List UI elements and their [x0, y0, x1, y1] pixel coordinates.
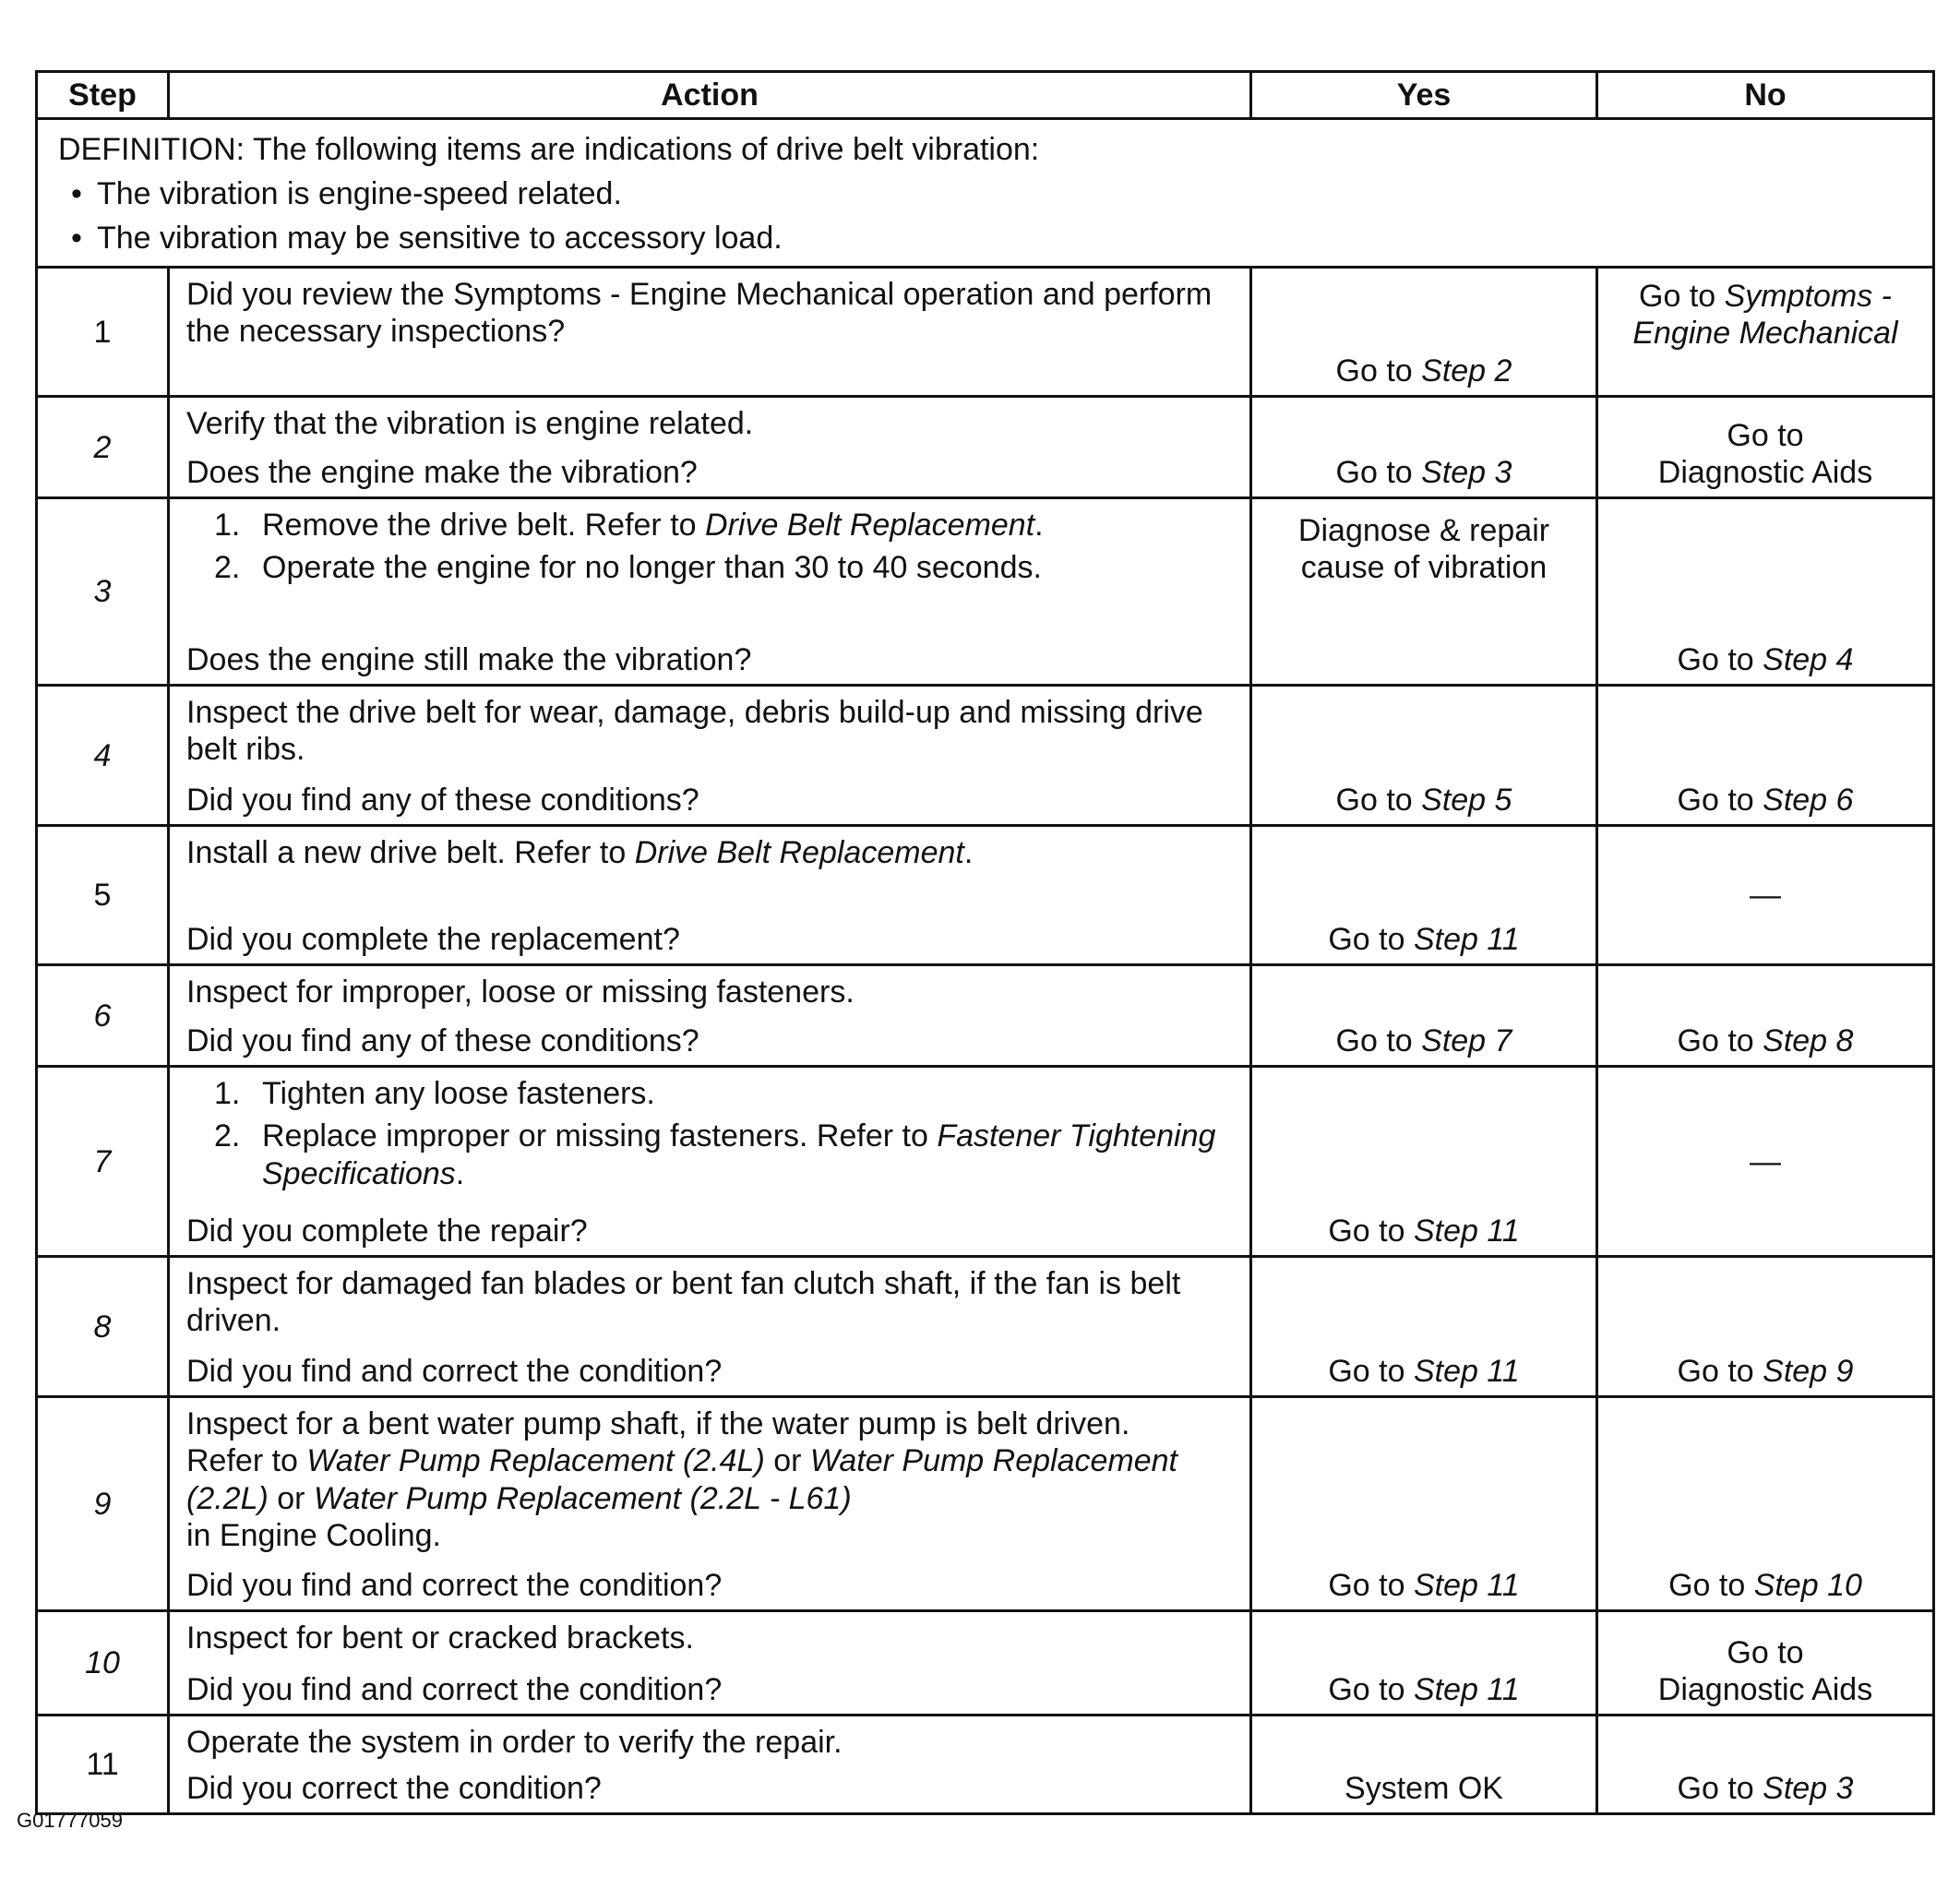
action-text: Inspect for bent or cracked brackets. — [186, 1620, 694, 1656]
table-row — [37, 268, 1934, 397]
action-line: Inspect for a bent water pump shaft, if the water pump is belt driven. — [186, 1406, 1130, 1442]
no-prefix: Go to — [1677, 642, 1763, 678]
no-ref: Step 4 — [1763, 642, 1854, 678]
drive-belt-vibration-diagnostic-table — [35, 70, 1935, 1815]
action-text: Did you review the Symptoms - Engine Mechanical operation and perform the necessary inspections? — [186, 277, 1213, 350]
no-ref: Step 3 — [1763, 1771, 1854, 1807]
no-prefix: Go to — [1668, 1568, 1754, 1604]
step-number: 9 — [37, 1397, 169, 1611]
table-row — [37, 1257, 1934, 1397]
reference-link[interactable]: Fastener Tightening Specifications — [262, 1118, 1216, 1191]
no-link[interactable] — [1607, 641, 1923, 678]
no-link[interactable] — [1607, 782, 1923, 819]
yes-prefix: Go to — [1328, 1214, 1414, 1249]
step-number: 4 — [37, 686, 169, 826]
step-number: 7 — [37, 1067, 169, 1257]
no-cell — [1597, 1067, 1934, 1257]
action-text — [186, 834, 1233, 871]
no-cell — [1597, 498, 1934, 686]
action-connector: or — [268, 1480, 314, 1516]
table-row — [37, 1397, 1934, 1611]
reference-link[interactable]: Water Pump Replacement (2.2L) — [186, 1443, 1177, 1516]
yes-cell — [1251, 686, 1597, 826]
step-number: 3 — [37, 498, 169, 686]
yes-prefix: Go to — [1328, 1354, 1414, 1390]
header-yes: Yes — [1251, 72, 1597, 119]
definition-bullet-text: The vibration may be sensitive to accessory load. — [97, 221, 783, 257]
yes-ref: Step 11 — [1413, 1568, 1520, 1604]
yes-ref: Step 5 — [1421, 783, 1512, 819]
yes-text — [1261, 512, 1586, 586]
yes-cell — [1251, 1611, 1597, 1716]
no-link[interactable] — [1607, 1353, 1923, 1390]
question-text: Did you complete the replacement? — [186, 922, 680, 958]
action-cell — [169, 1067, 1251, 1257]
list-text: Operate the engine for no longer than 30 to 40 seconds. — [262, 550, 1042, 586]
action-cell — [169, 1611, 1251, 1716]
no-cell — [1597, 686, 1934, 826]
yes-cell — [1251, 1067, 1597, 1257]
list-number: 1. — [214, 508, 241, 544]
no-cell — [1597, 268, 1934, 397]
question-text: Did you find any of these conditions? — [186, 783, 699, 819]
header-no: No — [1597, 72, 1934, 119]
action-line: in Engine Cooling. — [186, 1517, 441, 1553]
yes-prefix: Go to — [1328, 1568, 1414, 1604]
table-row — [37, 397, 1934, 498]
action-text: Inspect for damaged fan blades or bent fan clutch shaft, if the fan is belt driven. — [186, 1266, 1181, 1339]
action-cell — [169, 686, 1251, 826]
no-prefix: Go to — [1677, 1023, 1763, 1059]
action-cell — [169, 498, 1251, 686]
reference-link[interactable]: Water Pump Replacement (2.2L - L61) — [313, 1480, 852, 1516]
yes-prefix: Go to — [1335, 353, 1422, 389]
yes-prefix: Go to — [1328, 922, 1414, 958]
no-cell — [1597, 1716, 1934, 1814]
yes-link[interactable] — [1261, 1671, 1586, 1708]
reference-link[interactable]: Drive Belt Replacement — [634, 835, 964, 871]
no-prefix: Go to — [1677, 1354, 1763, 1390]
action-prefix: Install a new drive belt. Refer to — [186, 835, 635, 871]
definition-row — [37, 119, 1934, 268]
action-cell — [169, 268, 1251, 397]
diagnostic-table-container — [35, 70, 1932, 1815]
action-tail: . — [963, 835, 974, 871]
no-link[interactable] — [1607, 1567, 1923, 1604]
yes-ref: Step 2 — [1421, 353, 1512, 389]
action-text — [186, 1405, 1233, 1553]
yes-cell — [1251, 1716, 1597, 1814]
no-dash: — — [1750, 878, 1781, 914]
yes-link[interactable] — [1261, 1213, 1586, 1249]
action-cell — [169, 1397, 1251, 1611]
list-item — [186, 549, 1233, 586]
yes-line: cause of vibration — [1300, 550, 1548, 586]
yes-prefix: Go to — [1328, 1672, 1414, 1708]
table-row — [37, 1716, 1934, 1814]
definition-bullet — [58, 220, 1912, 257]
action-cell — [169, 965, 1251, 1067]
definition-bullet — [58, 175, 1912, 212]
table-row — [37, 498, 1934, 686]
yes-link[interactable] — [1261, 1353, 1586, 1390]
step-number: 8 — [37, 1257, 169, 1397]
action-list — [186, 1075, 1233, 1197]
no-line: Go to — [1727, 1635, 1804, 1671]
no-cell — [1597, 1611, 1934, 1716]
definition-intro: DEFINITION: The following items are indications of drive belt vibration: — [58, 132, 1040, 167]
no-prefix: Go to — [1639, 279, 1725, 315]
step-number: 6 — [37, 965, 169, 1067]
list-item — [186, 1075, 1233, 1112]
step-number: 1 — [37, 268, 169, 397]
no-line: Diagnostic Aids — [1657, 1672, 1873, 1708]
no-ref: Step 6 — [1763, 783, 1854, 819]
table-row — [37, 1067, 1934, 1257]
list-tail: . — [455, 1155, 465, 1191]
action-cell — [169, 397, 1251, 498]
header-step: Step — [37, 72, 169, 119]
list-text: Tighten any loose fasteners. — [262, 1076, 655, 1112]
question-text: Did you find and correct the condition? — [186, 1354, 723, 1390]
yes-ref: Step 11 — [1413, 922, 1520, 958]
action-cell — [169, 826, 1251, 965]
action-text: Operate the system in order to verify the repair. — [186, 1725, 843, 1761]
no-ref: Step 9 — [1763, 1354, 1854, 1390]
step-number: 2 — [37, 397, 169, 498]
yes-text: System OK — [1345, 1771, 1503, 1807]
action-cell — [169, 1716, 1251, 1814]
action-prefix: Refer to — [186, 1443, 307, 1479]
yes-ref: Step 7 — [1421, 1023, 1512, 1059]
question-text: Did you find and correct the condition? — [186, 1568, 723, 1604]
yes-link[interactable] — [1261, 1567, 1586, 1604]
header-action: Action — [169, 72, 1251, 119]
definition-bullet-text: The vibration is engine-speed related. — [97, 176, 622, 212]
header-row — [37, 72, 1934, 119]
yes-cell — [1251, 268, 1597, 397]
step-number: 10 — [37, 1611, 169, 1716]
yes-cell — [1251, 498, 1597, 686]
no-cell — [1597, 1397, 1934, 1611]
table-row — [37, 686, 1934, 826]
definition-cell — [37, 119, 1934, 268]
list-number: 2. — [214, 1118, 241, 1154]
no-link[interactable] — [1607, 1634, 1923, 1708]
table-row — [37, 826, 1934, 965]
yes-cell — [1251, 826, 1597, 965]
action-text: Verify that the vibration is engine related. — [186, 406, 754, 442]
figure-id: G01777059 — [17, 1809, 123, 1832]
question-text: Does the engine still make the vibration? — [186, 642, 752, 678]
yes-ref: Step 3 — [1421, 455, 1512, 491]
bullet-icon: • — [71, 176, 82, 212]
yes-prefix: Go to — [1335, 1023, 1422, 1059]
action-text: Inspect for improper, loose or missing fasteners. — [186, 974, 855, 1010]
no-line: Diagnostic Aids — [1657, 455, 1873, 491]
yes-ref: Step 11 — [1413, 1354, 1520, 1390]
step-number: 11 — [37, 1716, 169, 1814]
yes-ref: Step 11 — [1413, 1672, 1520, 1708]
list-tail: . — [1034, 508, 1044, 544]
no-link[interactable] — [1607, 1022, 1923, 1059]
question-text: Did you complete the repair? — [186, 1214, 588, 1249]
table-row — [37, 1611, 1934, 1716]
action-text: Inspect the drive belt for wear, damage, debris build-up and missing drive belt ribs. — [186, 695, 1203, 768]
no-ref: Engine Mechanical — [1632, 316, 1898, 352]
question-text: Did you find any of these conditions? — [186, 1023, 699, 1059]
no-ref: Step 10 — [1753, 1568, 1862, 1604]
no-prefix: Go to — [1677, 1771, 1763, 1807]
yes-link[interactable] — [1261, 353, 1586, 389]
bullet-icon: • — [71, 221, 82, 257]
no-ref: Step 8 — [1763, 1023, 1854, 1059]
reference-link[interactable]: Water Pump Replacement (2.4L) — [306, 1443, 765, 1479]
yes-link[interactable] — [1261, 782, 1586, 819]
yes-cell — [1251, 397, 1597, 498]
yes-cell — [1251, 1257, 1597, 1397]
yes-prefix: Go to — [1335, 783, 1422, 819]
yes-cell — [1251, 1397, 1597, 1611]
action-connector: or — [764, 1443, 810, 1479]
step-number: 5 — [37, 826, 169, 965]
no-cell — [1597, 1257, 1934, 1397]
no-cell — [1597, 965, 1934, 1067]
list-item — [186, 507, 1233, 544]
yes-ref: Step 11 — [1413, 1214, 1520, 1249]
yes-link[interactable] — [1261, 1022, 1586, 1059]
question-text: Did you find and correct the condition? — [186, 1672, 723, 1708]
no-ref: Symptoms - — [1724, 279, 1892, 315]
no-link[interactable] — [1607, 278, 1923, 352]
yes-line: Diagnose & repair — [1297, 513, 1550, 549]
list-number: 1. — [214, 1076, 241, 1112]
no-cell — [1597, 826, 1934, 965]
reference-link[interactable]: Drive Belt Replacement — [705, 508, 1035, 544]
yes-link[interactable] — [1261, 921, 1586, 958]
list-text: Remove the drive belt. Refer to — [262, 508, 706, 544]
action-list — [186, 507, 1233, 592]
no-link[interactable] — [1607, 417, 1923, 491]
list-text: Replace improper or missing fasteners. Refer to — [262, 1118, 938, 1154]
yes-prefix: Go to — [1335, 455, 1422, 491]
yes-link[interactable] — [1261, 454, 1586, 491]
yes-cell — [1251, 965, 1597, 1067]
list-number: 2. — [214, 550, 241, 586]
table-row — [37, 965, 1934, 1067]
question-text: Did you correct the condition? — [186, 1771, 602, 1807]
no-prefix: Go to — [1677, 783, 1763, 819]
no-link[interactable] — [1607, 1770, 1923, 1807]
no-dash: — — [1750, 1143, 1781, 1179]
question-text: Does the engine make the vibration? — [186, 455, 698, 491]
no-cell — [1597, 397, 1934, 498]
action-cell — [169, 1257, 1251, 1397]
list-item — [186, 1118, 1233, 1191]
no-line: Go to — [1727, 418, 1804, 454]
